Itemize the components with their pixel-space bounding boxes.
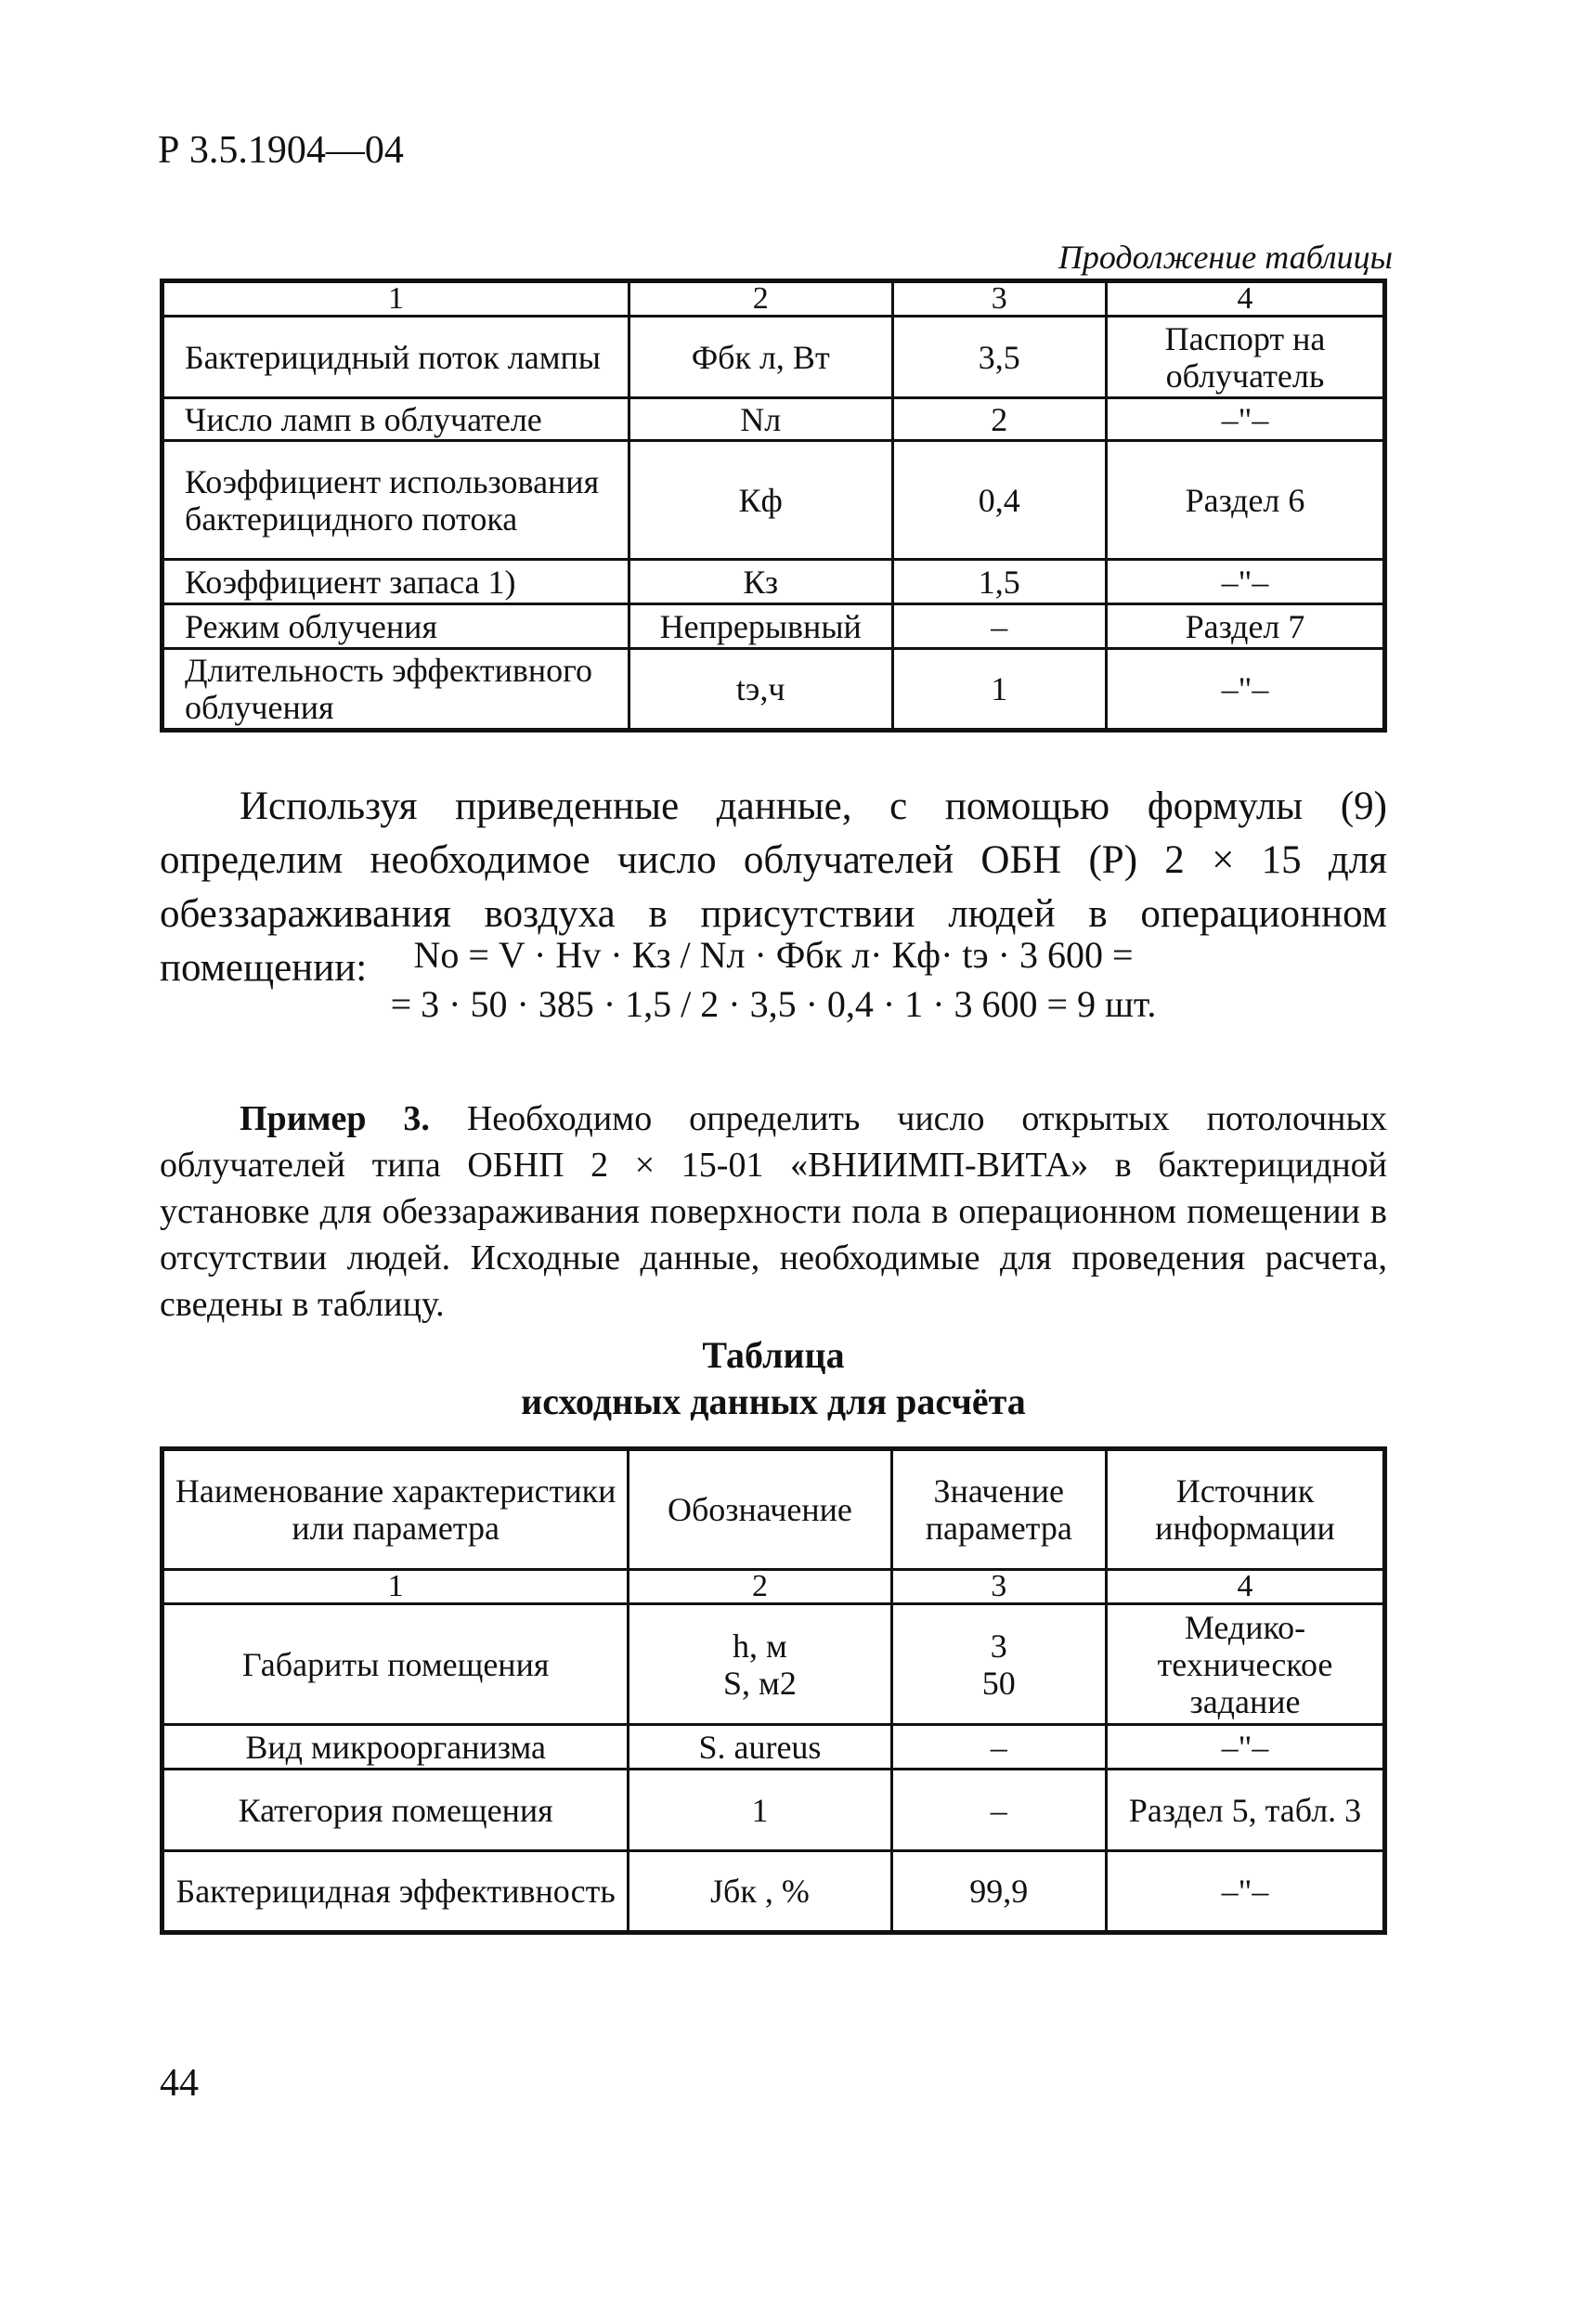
formula-line-2: = 3 · 50 · 385 · 1,5 / 2 · 3,5 · 0,4 · 1 · 3 600 = 9 шт. (390, 983, 1157, 1025)
cell-symbol: Nл (629, 398, 892, 441)
cell-source: Раздел 5, табл. 3 (1106, 1770, 1384, 1851)
cell-source: Раздел 7 (1106, 604, 1384, 649)
formula-line-1: Nо = V · Hv · Кз / Nл · Фбк л· Кф· tэ · 3 600 = (413, 934, 1134, 976)
table-row (162, 317, 1385, 398)
cell-param: Вид микроорганизма (162, 1725, 629, 1770)
symbol-line: h, м (733, 1627, 787, 1665)
value-line: 50 (981, 1664, 1016, 1702)
table-caption-subtitle: исходных данных для расчёта (521, 1381, 1026, 1422)
cell-value: 1 (892, 649, 1106, 731)
cell-value (891, 1604, 1106, 1725)
parameters-table-continued (160, 279, 1387, 733)
table-column-numbers (162, 1570, 1385, 1604)
col-number: 1 (162, 1570, 629, 1604)
cell-value: – (891, 1770, 1106, 1851)
cell-value: – (892, 604, 1106, 649)
cell-source: –"– (1106, 649, 1384, 731)
cell-symbol: Кз (629, 560, 892, 604)
initial-data-table (160, 1446, 1387, 1935)
table-row (162, 649, 1385, 731)
table-row (162, 1851, 1385, 1933)
header-param: Наименование характеристики или параметра (162, 1449, 629, 1570)
cell-symbol: Кф (629, 441, 892, 560)
cell-source: –"– (1106, 398, 1384, 441)
symbol-line: S, м2 (723, 1664, 797, 1702)
col-number: 2 (629, 281, 892, 317)
cell-symbol: tэ,ч (629, 649, 892, 731)
table-caption-title: Таблица (702, 1334, 845, 1376)
col-number: 1 (162, 281, 629, 317)
cell-param: Габариты помещения (162, 1604, 629, 1725)
cell-value: 2 (892, 398, 1106, 441)
cell-symbol: Непрерывный (629, 604, 892, 649)
example-paragraph (160, 1096, 1387, 1328)
cell-symbol (629, 1604, 891, 1725)
cell-source: Медико-техническое задание (1106, 1604, 1384, 1725)
cell-value: 1,5 (892, 560, 1106, 604)
example-text: Необходимо определить число открытых потолочных облучателей типа ОБНП 2 × 15-01 «ВНИИМП-ВИТА» в бактерицидной установке для обеззараживания поверхности пола в операционном помещении в отсутствии людей. Исходные данные, необходимые для проведения расчета, сведены в таблицу. (160, 1099, 1387, 1324)
cell-param: Длительность эффективного облучения (162, 649, 629, 731)
cell-source: –"– (1106, 1725, 1384, 1770)
cell-value: 3,5 (892, 317, 1106, 398)
document-code: Р 3.5.1904—04 (158, 129, 404, 172)
cell-symbol: S. aureus (629, 1725, 891, 1770)
cell-param: Категория помещения (162, 1770, 629, 1851)
cell-param: Коэффициент использования бактерицидного потока (162, 441, 629, 560)
cell-param: Режим облучения (162, 604, 629, 649)
cell-value: 99,9 (891, 1851, 1106, 1933)
cell-symbol: 1 (629, 1770, 891, 1851)
header-symbol: Обозначение (629, 1449, 891, 1570)
col-number: 4 (1106, 1570, 1384, 1604)
cell-param: Бактерицидная эффективность (162, 1851, 629, 1933)
col-number: 3 (891, 1570, 1106, 1604)
table-column-numbers (162, 281, 1385, 317)
header-value: Значение параметра (891, 1449, 1106, 1570)
table-row (162, 1604, 1385, 1725)
cell-param: Бактерицидный поток лампы (162, 317, 629, 398)
cell-symbol: Фбк л, Вт (629, 317, 892, 398)
cell-source: –"– (1106, 560, 1384, 604)
col-number: 4 (1106, 281, 1384, 317)
cell-source: Паспорт на облучатель (1106, 317, 1384, 398)
value-line: 3 (990, 1627, 1007, 1665)
explanation-paragraph: Используя приведенные данные, с помощью формулы (9) определим необходимое число облучателей ОБН (Р) 2 × 15 для обеззараживания воздуха в присутствии людей в операционном помещении: (160, 784, 1387, 990)
cell-value: 0,4 (892, 441, 1106, 560)
header-source: Источник информации (1106, 1449, 1384, 1570)
table-row (162, 560, 1385, 604)
cell-param: Число ламп в облучателе (162, 398, 629, 441)
cell-param: Коэффициент запаса 1) (162, 560, 629, 604)
cell-symbol: Jбк , % (629, 1851, 891, 1933)
table-row (162, 441, 1385, 560)
table-row (162, 604, 1385, 649)
table-row (162, 398, 1385, 441)
col-number: 3 (892, 281, 1106, 317)
table-header-row (162, 1449, 1385, 1570)
page-number: 44 (160, 2062, 199, 2105)
cell-source: Раздел 6 (1106, 441, 1384, 560)
table-row (162, 1770, 1385, 1851)
table-continuation-label: Продолжение таблицы (1058, 239, 1393, 276)
example-label: Пример 3. (240, 1099, 430, 1138)
cell-source: –"– (1106, 1851, 1384, 1933)
cell-value: – (891, 1725, 1106, 1770)
table-row (162, 1725, 1385, 1770)
col-number: 2 (629, 1570, 891, 1604)
